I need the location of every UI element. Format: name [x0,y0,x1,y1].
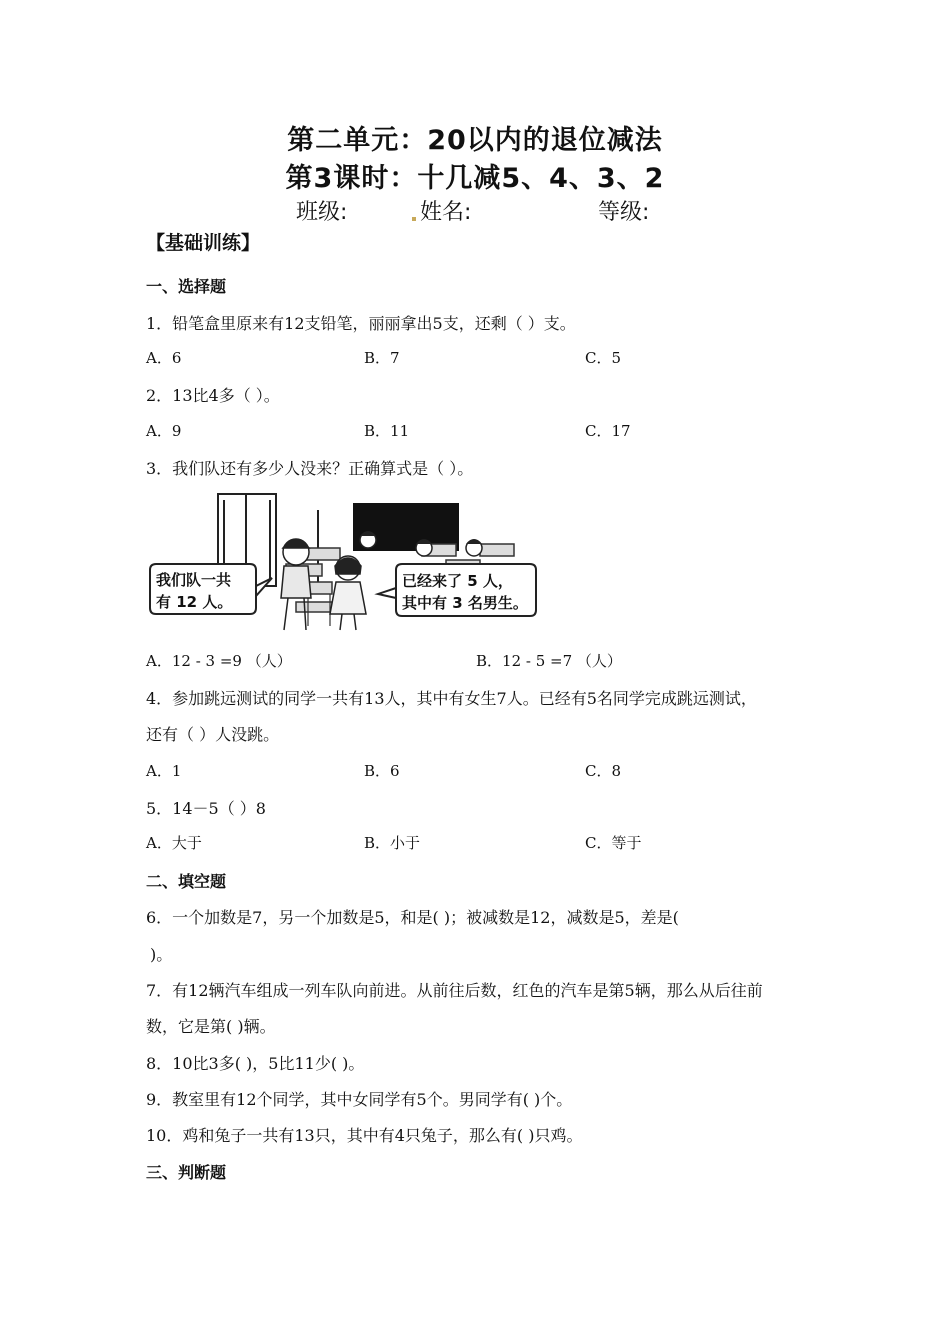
q2-option-c: C．17 [585,422,631,440]
question-9: 9．教室里有12个同学，其中女同学有5个。男同学有( )个。 [146,1090,573,1109]
q2-option-b: B．11 [364,422,410,440]
q1-option-a: A．6 [146,349,182,367]
bubble-left-line1: 我们队一共 [156,571,232,589]
question-3: 3．我们队还有多少人没来？正确算式是（ ）。 [146,459,474,478]
section-choice-heading: 一、选择题 [146,277,227,296]
q3-option-a: A．12 - 3 =9 （人） [146,652,292,670]
q5-option-b: B．小于 [364,834,421,852]
section-basic-training: 【基础训练】 [146,232,261,254]
page-title: 第二单元：20以内的退位减法 [287,125,663,156]
section-judge-heading: 三、判断题 [146,1163,227,1182]
question-1: 1．铅笔盒里原来有12支铅笔，丽丽拿出5支，还剩（ ）支。 [146,314,576,333]
question-6-line1: 6．一个加数是7，另一个加数是5，和是( )；被减数是12，减数是5，差是( [146,908,679,927]
lesson-subtitle: 第3课时：十几减5、4、3、2 [285,163,665,194]
decorative-dot [412,217,416,221]
section-fill-heading: 二、填空题 [146,872,227,891]
q4-option-b: B．6 [364,762,400,780]
q4-option-c: C．8 [585,762,622,780]
class-label: 班级: [296,200,348,225]
question-6-line2: )。 [150,945,173,964]
question-7-line2: 数，它是第( )辆。 [146,1017,276,1036]
q4-option-a: A．1 [146,762,182,780]
bubble-right-line2: 其中有 3 名男生。 [402,594,528,612]
question-4-line1: 4．参加跳远测试的同学一共有13人，其中有女生7人。已经有5名同学完成跳远测试， [146,689,757,708]
question-2: 2．13比4多（ ）。 [146,386,280,405]
q5-option-a: A．大于 [146,834,202,852]
question-8: 8．10比3多( )，5比11少( )。 [146,1054,365,1073]
question-7-line1: 7．有12辆汽车组成一列车队向前进。从前往后数，红色的汽车是第5辆，那么从后往前 [146,981,763,1000]
question-10: 10．鸡和兔子一共有13只，其中有4只兔子，那么有( )只鸡。 [146,1126,583,1145]
bubble-right-line1: 已经来了 5 人， [402,572,513,590]
question-5: 5．14－5（ ）8 [146,799,266,818]
q5-option-c: C．等于 [585,834,642,852]
q3-option-b: B．12 - 5 =7 （人） [476,652,622,670]
q1-option-c: C．5 [585,349,622,367]
classroom-illustration [146,490,538,632]
q1-option-b: B．7 [364,349,400,367]
q2-option-a: A．9 [146,422,182,440]
question-4-line2: 还有（ ）人没跳。 [146,725,280,744]
name-label: 姓名: [420,200,472,225]
bubble-left-line2: 有 12 人。 [156,593,233,611]
grade-label: 等级: [598,200,650,225]
